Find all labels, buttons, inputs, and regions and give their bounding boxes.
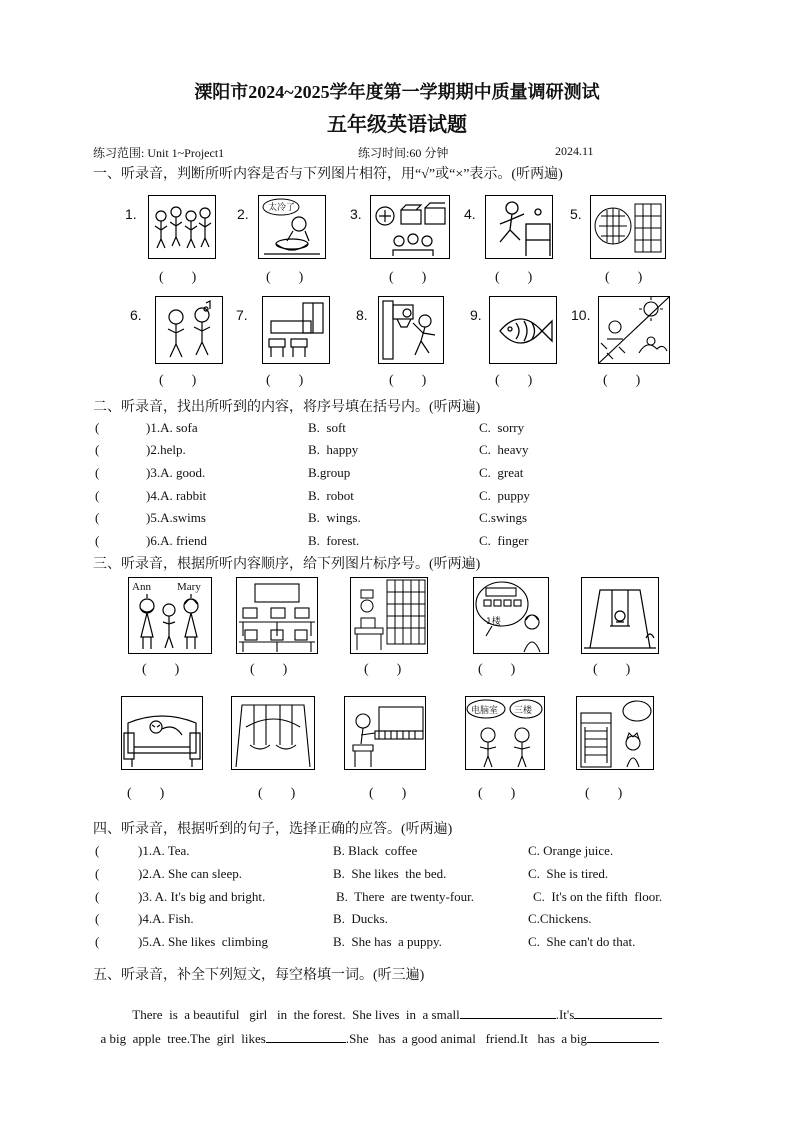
fill-blank[interactable] xyxy=(587,1030,659,1043)
answer-paren[interactable]: ( ) xyxy=(159,270,197,285)
s2-option-c: C. finger xyxy=(479,533,529,548)
picture-library-desk xyxy=(350,577,428,654)
answer-paren[interactable]: ( ) xyxy=(266,373,304,388)
answer-paren[interactable]: ( ) xyxy=(593,662,631,677)
answer-paren[interactable]: ( ) xyxy=(142,662,180,677)
section3-heading: 三、听录音，根据所听内容顺序，给下列图片标序号。(听两遍) xyxy=(93,557,481,572)
s2-option-a: )1.A. sofa xyxy=(146,420,198,435)
s2-paren[interactable]: ( xyxy=(95,420,100,435)
section2-heading: 二、听录音，找出所听到的内容，将序号填在括号内。(听两遍) xyxy=(93,400,481,415)
picture-weather xyxy=(598,296,670,364)
item-number: 1. xyxy=(125,206,137,222)
bubble-computer-room: 电脑室 xyxy=(471,706,499,716)
s2-paren[interactable]: ( xyxy=(95,488,100,503)
s4-option-a: )3. A. It's big and bright. xyxy=(138,889,266,904)
s4-option-a: )1.A. Tea. xyxy=(138,843,190,858)
s2-option-a: )4.A. rabbit xyxy=(146,488,207,503)
passage-text: a big apple tree.The girl likes xyxy=(100,1031,266,1046)
s2-option-b: B. forest. xyxy=(308,533,360,548)
item-number: 9. xyxy=(470,307,482,323)
answer-paren[interactable]: ( ) xyxy=(585,786,623,801)
s2-option-c: C. heavy xyxy=(479,442,529,457)
item-number: 3. xyxy=(350,206,362,222)
bubble-third-floor: 三楼 xyxy=(514,706,533,716)
s4-option-c: C.Chickens. xyxy=(528,911,592,926)
s4-option-a: )2.A. She can sleep. xyxy=(138,866,242,881)
picture-cold-soup xyxy=(258,195,326,259)
picture-furniture xyxy=(262,296,330,364)
item-number: 7. xyxy=(236,307,248,323)
exam-scope: 练习范围: Unit 1~Project1 xyxy=(93,146,225,160)
section5-heading: 五、听录音，补全下列短文，每空格填一词。(听三遍) xyxy=(93,968,425,983)
answer-paren[interactable]: ( ) xyxy=(478,786,516,801)
s4-paren[interactable]: ( xyxy=(95,934,100,949)
s2-option-c: C.swings xyxy=(479,510,528,525)
answer-paren[interactable]: ( ) xyxy=(369,786,407,801)
exam-subtitle: 五年级英语试题 xyxy=(327,114,467,136)
picture-computer-room xyxy=(236,577,318,654)
passage-text: .It's xyxy=(555,1007,575,1022)
s2-option-c: C. sorry xyxy=(479,420,525,435)
s2-paren[interactable]: ( xyxy=(95,533,100,548)
picture-swing xyxy=(581,577,659,654)
s2-option-a: )6.A. friend xyxy=(146,533,208,548)
answer-paren[interactable]: ( ) xyxy=(603,373,641,388)
s2-option-b: B. wings. xyxy=(308,510,361,525)
s2-option-a: )2.help. xyxy=(146,442,186,457)
s4-option-c: C. Orange juice. xyxy=(528,843,614,858)
item-number: 2. xyxy=(237,206,249,222)
s2-option-a: )5.A.swims xyxy=(146,510,206,525)
picture-computer-room-third-floor xyxy=(465,696,545,770)
picture-swings xyxy=(231,696,315,770)
answer-paren[interactable]: ( ) xyxy=(605,270,643,285)
s4-option-b: B. She has a puppy. xyxy=(333,934,442,949)
picture-first-floor xyxy=(473,577,549,654)
picture-basketball xyxy=(378,296,444,364)
exam-title: 溧阳市2024~2025学年度第一学期期中质量调研测试 xyxy=(194,82,600,102)
picture-fridge-cat xyxy=(576,696,654,770)
item-number: 5. xyxy=(570,206,582,222)
answer-paren[interactable]: ( ) xyxy=(266,270,304,285)
passage-text: .She has a good animal friend.It has a big xyxy=(345,1031,588,1046)
s2-option-b: B. soft xyxy=(308,420,346,435)
s2-option-c: C. great xyxy=(479,465,524,480)
s4-option-c: C. She is tired. xyxy=(528,866,609,881)
answer-paren[interactable]: ( ) xyxy=(258,786,296,801)
label-first-floor: 1楼 xyxy=(486,617,501,627)
item-number: 8. xyxy=(356,307,368,323)
item-number: 6. xyxy=(130,307,142,323)
s4-paren[interactable]: ( xyxy=(95,911,100,926)
answer-paren[interactable]: ( ) xyxy=(478,662,516,677)
picture-kids-singing xyxy=(155,296,223,364)
exam-date: 2024.11 xyxy=(555,144,594,158)
answer-paren[interactable]: ( ) xyxy=(159,373,197,388)
section4-heading: 四、听录音，根据听到的句子，选择正确的应答。(听两遍) xyxy=(93,822,453,837)
answer-paren[interactable]: ( ) xyxy=(389,373,427,388)
picture-fish xyxy=(489,296,557,364)
label-mary: Mary xyxy=(177,581,201,593)
s2-option-b: B. happy xyxy=(308,442,359,457)
answer-paren[interactable]: ( ) xyxy=(364,662,402,677)
label-ann: Ann xyxy=(132,581,151,593)
s2-option-c: C. puppy xyxy=(479,488,530,503)
s2-paren[interactable]: ( xyxy=(95,465,100,480)
s2-option-b: B. robot xyxy=(308,488,354,503)
passage-line-2 xyxy=(94,1014,659,1047)
answer-paren[interactable]: ( ) xyxy=(250,662,288,677)
s4-paren[interactable]: ( xyxy=(95,889,100,904)
picture-library xyxy=(590,195,666,259)
passage-text: There is a beautiful girl in the forest. She lives in a small xyxy=(132,1007,460,1022)
s4-option-a: )4.A. Fish. xyxy=(138,911,194,926)
s4-paren[interactable]: ( xyxy=(95,866,100,881)
picture-children-group xyxy=(148,195,216,259)
s4-option-a: )5.A. She likes climbing xyxy=(138,934,268,949)
exam-time: 练习时间:60 分钟 xyxy=(358,146,449,160)
picture-ann-mary xyxy=(128,577,212,654)
s2-option-a: )3.A. good. xyxy=(146,465,206,480)
section1-heading: 一、听录音，判断所听内容是否与下列图片相符，用“√”或“×”表示。(听两遍) xyxy=(93,167,563,182)
answer-paren[interactable]: ( ) xyxy=(495,373,533,388)
s2-paren[interactable]: ( xyxy=(95,442,100,457)
s4-paren[interactable]: ( xyxy=(95,843,100,858)
s4-option-b: B. There are twenty-four. xyxy=(336,889,475,904)
s4-option-c: C. She can't do that. xyxy=(528,934,636,949)
picture-food-people xyxy=(370,195,450,259)
fill-blank[interactable] xyxy=(266,1030,346,1043)
answer-paren[interactable]: ( ) xyxy=(495,270,533,285)
s2-option-b: B.group xyxy=(308,465,351,480)
item-number: 10. xyxy=(571,307,591,323)
item-number: 4. xyxy=(464,206,476,222)
s4-option-b: B. She likes the bed. xyxy=(333,866,447,881)
bubble-text: 太冷了 xyxy=(268,203,296,213)
picture-boy-running xyxy=(485,195,553,259)
s4-option-b: B. Black coffee xyxy=(333,843,418,858)
answer-paren[interactable]: ( ) xyxy=(127,786,165,801)
picture-sofa-sleeping xyxy=(121,696,203,770)
s2-paren[interactable]: ( xyxy=(95,510,100,525)
s4-option-b: B. Ducks. xyxy=(333,911,388,926)
answer-paren[interactable]: ( ) xyxy=(389,270,427,285)
s4-option-c: C. It's on the fifth floor. xyxy=(533,889,663,904)
picture-piano xyxy=(344,696,426,770)
